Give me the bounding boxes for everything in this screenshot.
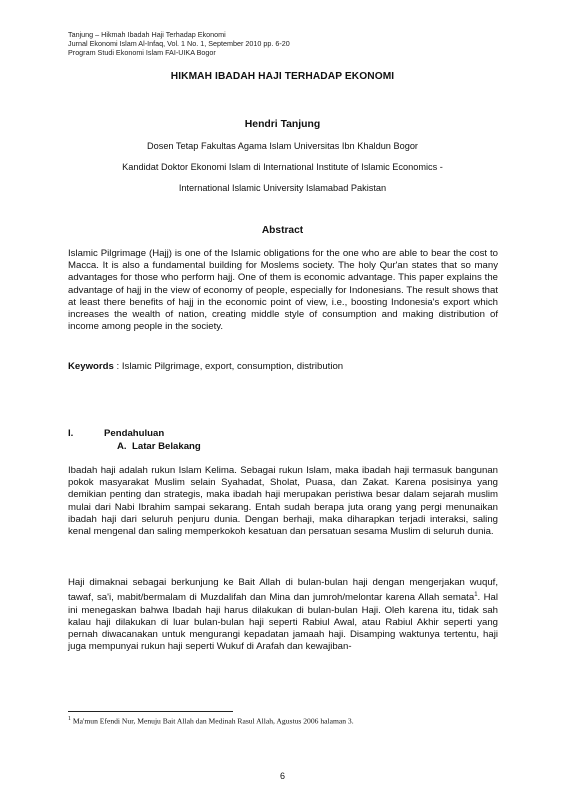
footnote-divider [68, 711, 233, 712]
body-paragraph-1-text: Ibadah haji adalah rukun Islam Kelima. Sebagai rukun Islam, maka ibadah haji termasuk bangunan pokok masyarakat Muslim selain Syahadat, Sholat, Puasa, dan Zakat. Karena posisinya yang demikian penting dan strategis, maka ibadah haji merupakan peristiwa besar dalam sejarah muslim mulai dari Nabi Ibrahim sampai sekarang. Entah sudah berapa juta orang yang pergi menunaikan ibadah haji dari seluruh penjuru dunia. Dengan berhaji, maka diharapkan terjadi interaksi, saling kenal mengenal dan saling memperkokoh kesatuan dan persatuan sesama Muslim di seluruh dunia. [68, 465, 498, 538]
author-name: Hendri Tanjung [244, 119, 321, 130]
subsection-title: Latar Belakang [132, 441, 201, 452]
section-number: I. [68, 428, 74, 439]
affiliation-line-3: International Islamic University Islamabad Pakistan [178, 183, 387, 193]
footnote-reference[interactable]: 1 [474, 592, 478, 599]
body-paragraph-2-text [68, 577, 498, 653]
running-header-line-3: Program Studi Ekonomi Islam FAI-UIKA Bogor [68, 48, 216, 57]
footnote-text: Ma'mun Efendi Nur, Menuju Bait Allah dan Medinah Rasul Allah, Agustus 2006 halaman 3. [71, 716, 354, 726]
page-number: 6 [279, 771, 285, 781]
running-header-line-1: Tanjung – Hikmah Ibadah Haji Terhadap Ekonomi [68, 30, 226, 39]
body-paragraph-2-part-1: Haji dimaknai sebagai berkunjung ke Bait Allah di bulan-bulan haji dengan mengerjakan wuquf, tawaf, sa'i, mabit/bermalam di Muzdalifah dan Mina dan jumroh/melontar karena Allah semata [68, 577, 498, 604]
keywords-label: Keywords [68, 361, 114, 372]
body-paragraph-2 [68, 577, 498, 653]
abstract-text [68, 248, 498, 333]
keywords-line [68, 361, 343, 372]
section-title: Pendahuluan [104, 428, 165, 439]
affiliation-line-2: Kandidat Doktor Ekonomi Islam di International Institute of Islamic Economics - [122, 162, 443, 172]
footnote-mark: 1 [68, 716, 71, 722]
body-paragraph-1 [68, 465, 498, 538]
running-header-line-2: Jurnal Ekonomi Islam Al-Infaq, Vol. 1 No. 1, September 2010 pp. 6-20 [68, 39, 290, 48]
abstract-heading: Abstract [261, 225, 304, 236]
affiliation-line-1: Dosen Tetap Fakultas Agama Islam Universitas Ibn Khaldun Bogor [146, 141, 418, 151]
subsection-letter: A. [117, 441, 127, 452]
body-paragraph-2-part-2: . Hal ini menegaskan bahwa Ibadah haji harus dilakukan di bulan-bulan Haji. Oleh karena itu, tidak sah kalau haji dilakukan di luar bulan-bulan haji seperti Rabiul Awal, atau Rabiul Akhir seperti yang pernah diwacanakan untuk mengurangi kepadatan jamaah haji. Disamping waktunya tertentu, haji juga mempunyai rukun haji seperti Wukuf di Arafah dan kewajiban- [68, 592, 498, 653]
abstract-paragraph: Islamic Pilgrimage (Hajj) is one of the Islamic obligations for the one who are able to bear the cost to Macca. It is also a fundamental building for Moslems society. The holy Qur'an states that so many advantages for those who perform hajj. One of them is economic advantage. This paper explains the advantage of hajj in the view of economy of people, especially for Indonesians. The result shows that at least there benefits of hajj in the economic point of view, i.e., boosting Indonesia's export which increases the wealth of nation, creating middle style of consumption and making distribution of income among people in the society. [68, 248, 498, 333]
footnote [68, 716, 354, 726]
keywords-list: : Islamic Pilgrimage, export, consumption, distribution [113, 361, 344, 372]
paper-title: HIKMAH IBADAH HAJI TERHADAP EKONOMI [170, 71, 395, 82]
